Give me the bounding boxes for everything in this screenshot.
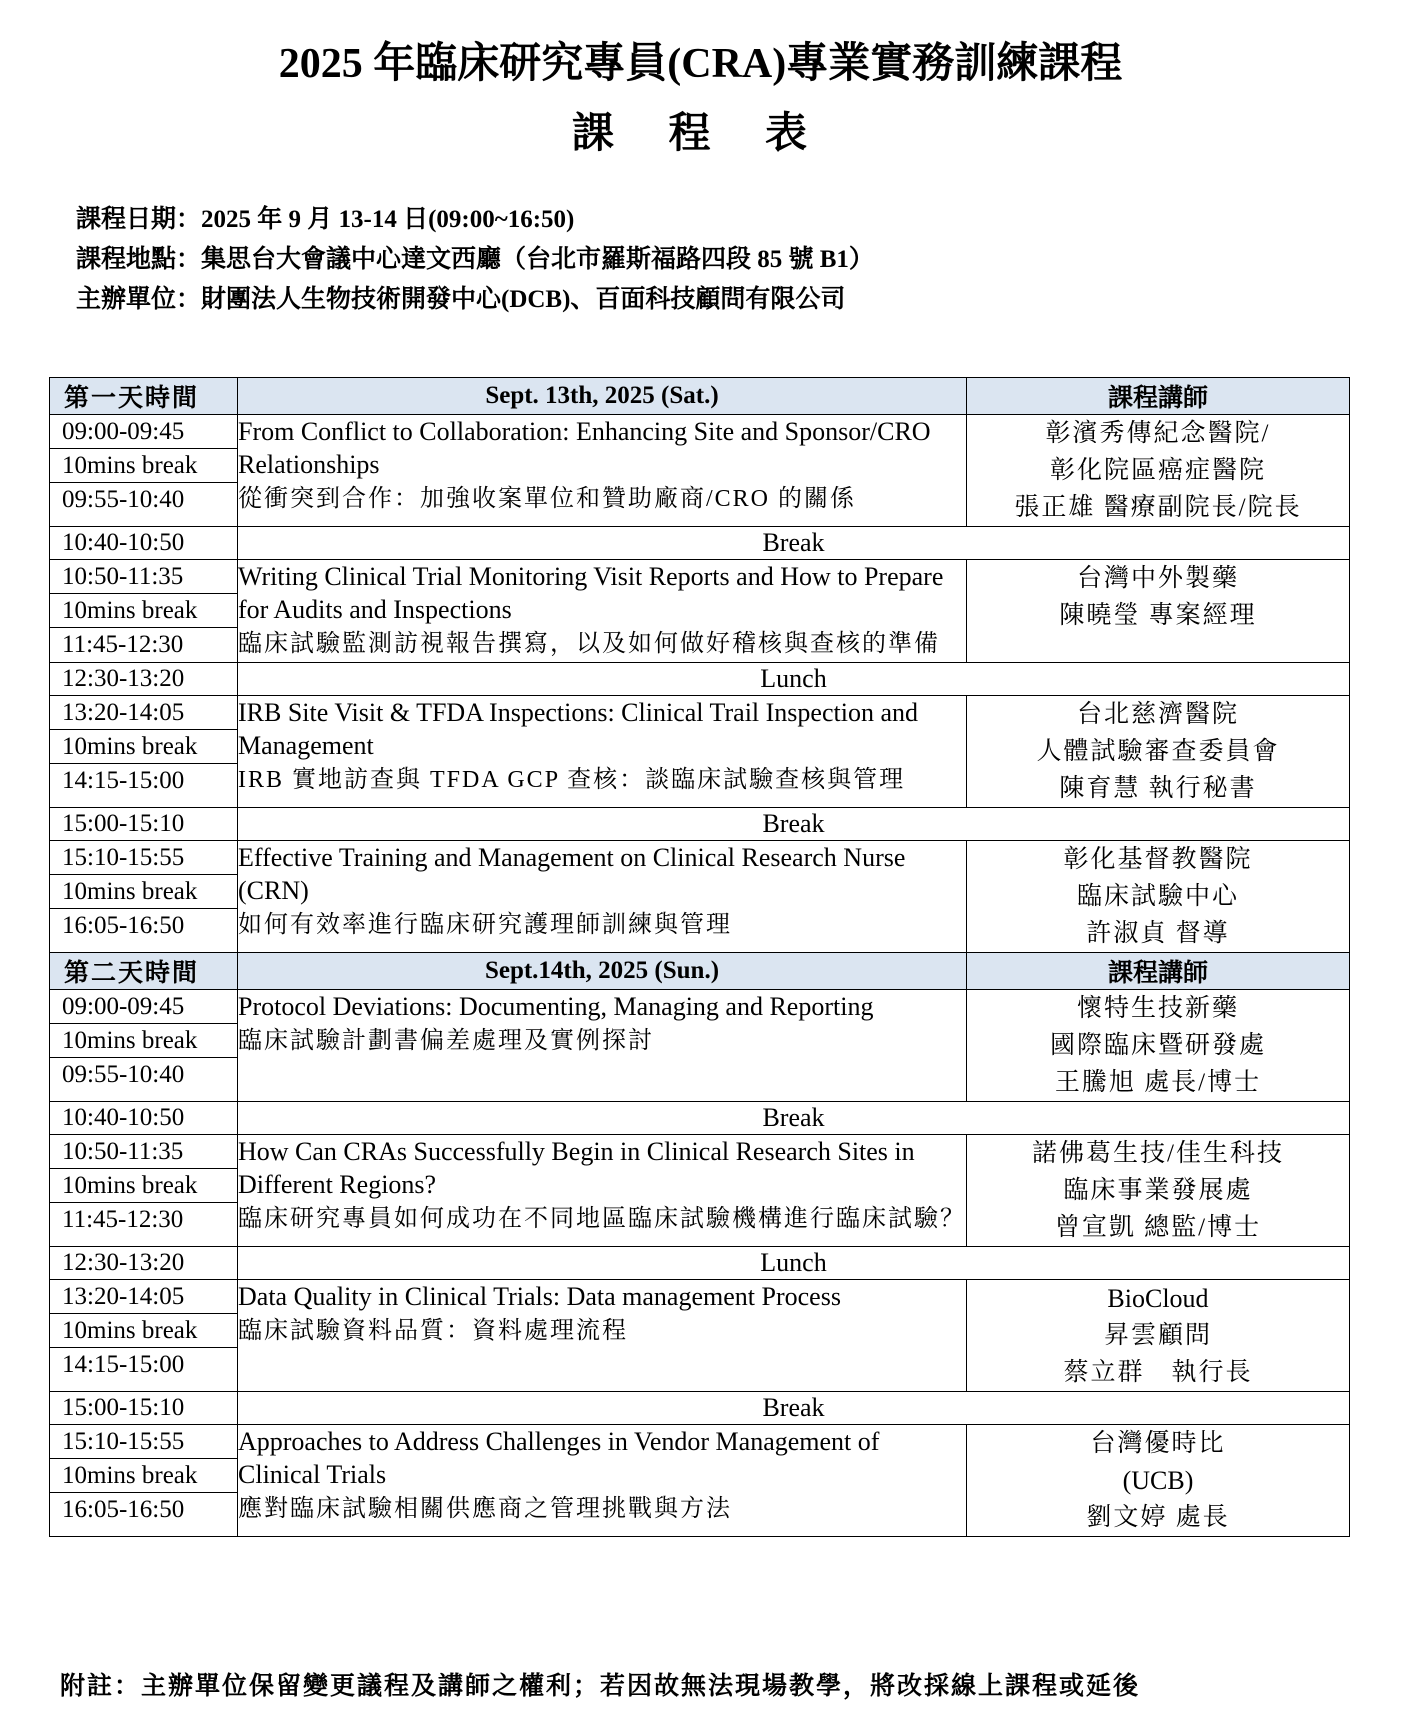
time-slot: 15:10-15:55 <box>62 1428 185 1455</box>
session-topic <box>238 415 967 527</box>
footnote: 附註：主辦單位保留變更議程及講師之權利；若因故無法現場教學，將改採線上課程或延後 <box>60 1673 1141 1700</box>
session-topic <box>238 841 967 953</box>
break-row <box>50 1392 1350 1425</box>
lunch-time: 12:30-13:20 <box>50 1247 238 1280</box>
time-slot: 10mins break <box>50 1168 237 1202</box>
session-row <box>50 1280 1350 1392</box>
session-speaker <box>967 560 1350 663</box>
speaker-line: 陳曉瑩 專案經理 <box>1059 602 1257 629</box>
page-subtitle: 課 程 表 <box>571 111 829 157</box>
lunch-row <box>50 1247 1350 1280</box>
speaker-line: 許淑貞 督導 <box>1086 920 1230 947</box>
topic-chinese: 臨床試驗計劃書偏差處理及實例探討 <box>238 1028 654 1054</box>
speaker-line: BioCloud <box>1107 1284 1209 1313</box>
session-row <box>50 696 1350 808</box>
session-speaker <box>967 696 1350 808</box>
time-slot: 10mins break <box>50 1023 237 1057</box>
speaker-line: 彰化基督教醫院 <box>1063 846 1253 873</box>
time-slot: 15:10-15:55 <box>62 844 185 871</box>
lunch-label: Lunch <box>238 663 1350 696</box>
session-times <box>50 990 237 1091</box>
speaker-line: 陳育慧 執行秘書 <box>1059 775 1257 802</box>
time-slot: 16:05-16:50 <box>50 1492 237 1526</box>
topic-english: Data Quality in Clinical Trials: Data management Process <box>238 1282 841 1311</box>
time-slot: 09:00-09:45 <box>62 993 185 1020</box>
day2-header-row <box>50 953 1350 990</box>
break-time: 10:40-10:50 <box>50 1102 238 1135</box>
session-row <box>50 1135 1350 1247</box>
day1-header-row <box>50 378 1350 415</box>
speaker-line: 國際臨床暨研發處 <box>1049 1032 1266 1059</box>
course-info <box>76 200 874 320</box>
session-speaker <box>967 1135 1350 1247</box>
time-slot: 13:20-14:05 <box>62 699 185 726</box>
day2-time-header: 第二天時間 <box>50 953 238 990</box>
day1-time-header: 第一天時間 <box>50 378 238 415</box>
session-times <box>50 1280 237 1381</box>
time-slot: 16:05-16:50 <box>50 908 237 942</box>
topic-english: Approaches to Address Challenges in Vendor Management of Clinical Trials <box>238 1427 880 1489</box>
session-row <box>50 415 1350 527</box>
lunch-label: Lunch <box>238 1247 1350 1280</box>
schedule-table <box>49 377 1350 1537</box>
session-topic <box>238 1425 967 1537</box>
time-slot: 10mins break <box>50 593 237 627</box>
speaker-line: 曾宣凱 總監/博士 <box>1054 1214 1262 1241</box>
topic-chinese: 如何有效率進行臨床研究護理師訓練與管理 <box>238 912 732 938</box>
break-time: 15:00-15:10 <box>50 1392 238 1425</box>
day1-date-header: Sept. 13th, 2025 (Sat.) <box>238 378 967 415</box>
session-topic <box>238 1135 967 1247</box>
course-date: 課程日期：2025 年 9 月 13-14 日(09:00~16:50) <box>76 206 575 233</box>
time-slot: 10mins break <box>50 448 237 482</box>
time-slot: 10mins break <box>50 729 237 763</box>
speaker-line: 蔡立群 執行長 <box>1063 1359 1253 1386</box>
time-slot: 14:15-15:00 <box>50 763 237 797</box>
topic-english: From Conflict to Collaboration: Enhancing Site and Sponsor/CRO Relationships <box>238 417 931 479</box>
session-row <box>50 841 1350 953</box>
session-speaker <box>967 415 1350 527</box>
break-row <box>50 527 1350 560</box>
session-speaker <box>967 990 1350 1102</box>
session-speaker <box>967 1280 1350 1392</box>
speaker-line: 台北慈濟醫院 <box>1076 701 1239 728</box>
time-slot: 11:45-12:30 <box>50 627 237 661</box>
session-topic <box>238 1280 967 1392</box>
topic-chinese: 臨床研究專員如何成功在不同地區臨床試驗機構進行臨床試驗？ <box>238 1206 966 1232</box>
speaker-line: 臨床試驗中心 <box>1076 883 1239 910</box>
break-label: Break <box>238 1392 1350 1425</box>
session-row <box>50 1425 1350 1537</box>
session-row <box>50 560 1350 663</box>
lunch-row <box>50 663 1350 696</box>
speaker-line: 諾佛葛生技/佳生科技 <box>1032 1140 1284 1167</box>
speaker-line: 台灣中外製藥 <box>1076 565 1239 592</box>
page-title: 2025 年臨床研究專員(CRA)專業實務訓練課程 <box>278 41 1123 87</box>
session-times <box>50 1135 237 1236</box>
time-slot: 11:45-12:30 <box>50 1202 237 1236</box>
session-times <box>50 415 237 516</box>
speaker-line: 臨床事業發展處 <box>1063 1177 1253 1204</box>
time-slot: 13:20-14:05 <box>62 1283 185 1310</box>
break-time: 15:00-15:10 <box>50 808 238 841</box>
session-times <box>50 696 237 797</box>
break-label: Break <box>238 527 1350 560</box>
course-venue: 課程地點：集思台大會議中心達文西廳（台北市羅斯福路四段 85 號 B1） <box>76 246 874 273</box>
speaker-line: 彰濱秀傳紀念醫院/ <box>1045 420 1271 447</box>
topic-english: IRB Site Visit & TFDA Inspections: Clinical Trail Inspection and Management <box>238 698 918 760</box>
session-times <box>50 560 237 661</box>
speaker-line: 人體試驗審查委員會 <box>1036 738 1280 765</box>
session-row <box>50 990 1350 1102</box>
session-times <box>50 1425 237 1526</box>
session-topic <box>238 696 967 808</box>
speaker-line: 彰化院區癌症醫院 <box>1049 457 1266 484</box>
topic-chinese: IRB 實地訪查與 TFDA GCP 查核：談臨床試驗查核與管理 <box>238 767 906 793</box>
speaker-line: 王騰旭 處長/博士 <box>1054 1069 1262 1096</box>
topic-english: Effective Training and Management on Clinical Research Nurse (CRN) <box>238 843 906 905</box>
speaker-line: (UCB) <box>1122 1466 1194 1495</box>
break-row <box>50 1102 1350 1135</box>
break-label: Break <box>238 1102 1350 1135</box>
time-slot: 09:55-10:40 <box>50 1057 237 1091</box>
day2-date-header: Sept.14th, 2025 (Sun.) <box>238 953 967 990</box>
speaker-line: 劉文婷 處長 <box>1086 1504 1230 1531</box>
time-slot: 10:50-11:35 <box>62 563 184 590</box>
day2-speaker-header: 課程講師 <box>967 953 1350 990</box>
time-slot: 10mins break <box>50 1458 237 1492</box>
topic-english: How Can CRAs Successfully Begin in Clinical Research Sites in Different Regions? <box>238 1137 915 1199</box>
time-slot: 14:15-15:00 <box>50 1347 237 1381</box>
topic-chinese: 臨床試驗監測訪視報告撰寫，以及如何做好稽核與查核的準備 <box>238 631 940 657</box>
speaker-line: 台灣優時比 <box>1090 1430 1226 1457</box>
break-time: 10:40-10:50 <box>50 527 238 560</box>
topic-english: Protocol Deviations: Documenting, Managing and Reporting <box>238 992 874 1021</box>
time-slot: 10mins break <box>50 1313 237 1347</box>
time-slot: 10mins break <box>50 874 237 908</box>
time-slot: 09:00-09:45 <box>62 418 185 445</box>
speaker-line: 懷特生技新藥 <box>1076 995 1239 1022</box>
session-topic <box>238 560 967 663</box>
break-label: Break <box>238 808 1350 841</box>
topic-chinese: 應對臨床試驗相關供應商之管理挑戰與方法 <box>238 1496 732 1522</box>
session-topic <box>238 990 967 1102</box>
session-speaker <box>967 1425 1350 1537</box>
speaker-line: 昇雲顧問 <box>1103 1322 1212 1349</box>
time-slot: 09:55-10:40 <box>50 482 237 516</box>
break-row <box>50 808 1350 841</box>
time-slot: 10:50-11:35 <box>62 1138 184 1165</box>
course-organizer: 主辦單位：財團法人生物技術開發中心(DCB)、百面科技顧問有限公司 <box>76 286 846 313</box>
day1-speaker-header: 課程講師 <box>967 378 1350 415</box>
topic-chinese: 從衝突到合作：加強收案單位和贊助廠商/CRO 的關係 <box>238 486 857 512</box>
topic-chinese: 臨床試驗資料品質：資料處理流程 <box>238 1318 628 1344</box>
lunch-time: 12:30-13:20 <box>50 663 238 696</box>
session-times <box>50 841 237 942</box>
session-speaker <box>967 841 1350 953</box>
topic-english: Writing Clinical Trial Monitoring Visit Reports and How to Prepare for Audits and Inspections <box>238 562 944 624</box>
speaker-line: 張正雄 醫療副院長/院長 <box>1014 494 1302 521</box>
